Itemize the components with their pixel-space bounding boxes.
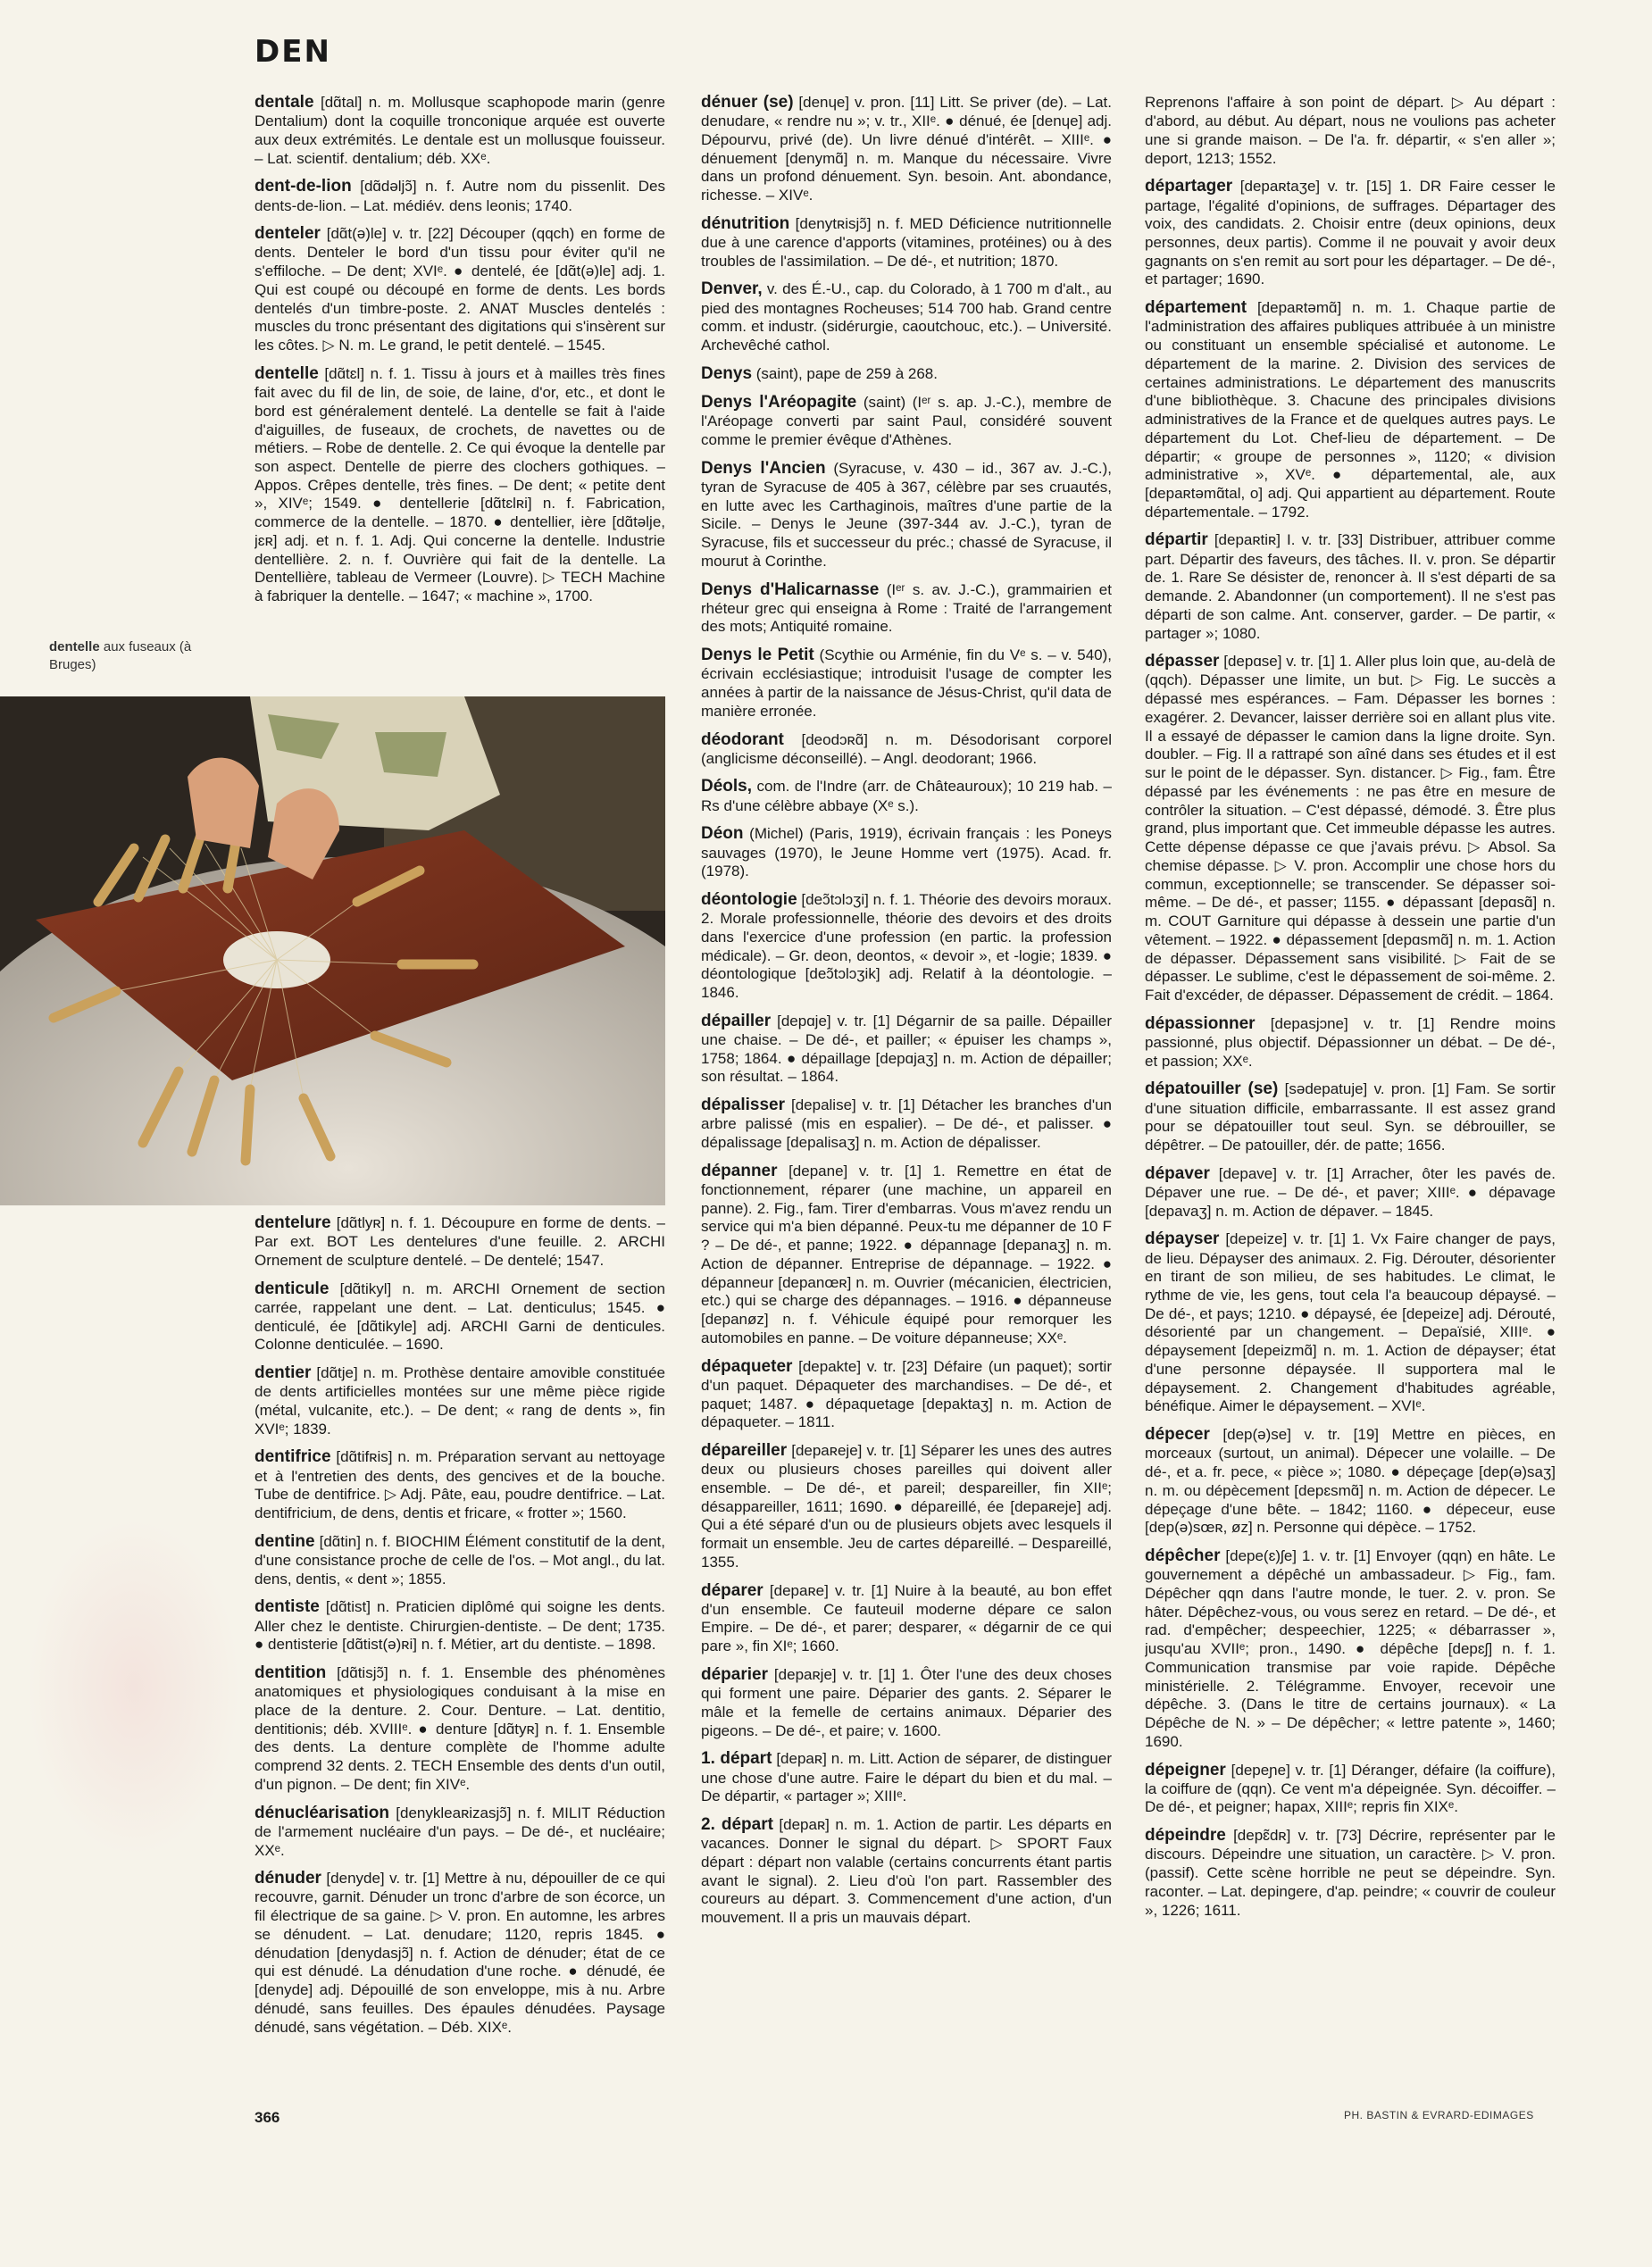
entry <box>701 1664 1112 1740</box>
entry <box>1145 529 1556 643</box>
headword: dent-de-lion <box>254 177 352 196</box>
entry <box>1145 1760 1556 1818</box>
entry <box>254 1531 665 1589</box>
entry <box>701 1440 1112 1572</box>
headword: 1. départ <box>701 1749 772 1769</box>
running-header: DEN <box>254 34 331 70</box>
headword: dénuer (se) <box>701 93 794 112</box>
entry <box>1145 651 1556 1004</box>
entry <box>1145 176 1556 289</box>
entry <box>701 1814 1112 1928</box>
definition: [dɑ̃t(ə)le] v. tr. [22] Découper (qqch) en forme de dents. Denteler le bord d'un tissu pour éviter qu'il ne s'effiloche. – De dent; XVIᵉ. ● dentelé, ée [dɑ̃t(ə)le] adj. 1. Qui est coupé ou découpé en forme de dents. Les bords dentelés d'un timbre-poste. 2. ANAT Muscles dentelés : muscles du tronc présentant des digitations qui s'insèrent sur les côtes. ▷ N. m. Le grand, le petit dentelé. – 1545. <box>254 225 665 354</box>
headword: dépareiller <box>701 1441 788 1460</box>
definition: [dɑ̃tifʀis] n. m. Préparation servant au nettoyage et à l'entretien des dents, des gencives et de la bouche. Tube de dentifrice. ▷ Adj. Pâte, eau, poudre dentifrice. – Lat. dentifricium, de dens, dentis et fricare, « frotter »; 1560. <box>254 1448 665 1522</box>
definition: [depave] v. tr. [1] Arracher, ôter les pavés de. Dépaver une rue. – De dé-, et paver; XIIIᵉ. ● dépavage [depavaʒ] n. m. Action de dépaver. – 1845. <box>1145 1164 1556 1220</box>
page-number: 366 <box>254 2109 280 2126</box>
definition: [dɑ̃tist] n. Praticien diplômé qui soigne les dents. Aller chez le dentiste. Chirurgien-dentiste. – De dent; 1735. ● dentisterie [dɑ̃tist(ə)ʀi] n. f. Métier, art du dentiste. – 1898. <box>254 1598 665 1654</box>
definition: [depɛ̃dʀ] v. tr. [73] Décrire, représenter par le discours. Dépeindre une situation, un caractère. ▷ V. pron. (passif). Cette scène horrible ne peut se dépeindre. Syn. raconter. – Lat. depingere, d'ap. peindre; « couvrir de couleur », 1226; 1611. <box>1145 1827 1556 1919</box>
photo-credit: PH. BASTIN & EVRARD-EDIMAGES <box>1344 2109 1534 2121</box>
headword: département <box>1145 298 1247 318</box>
entry <box>701 823 1112 881</box>
entry <box>701 889 1112 1003</box>
headword: Denys d'Halicarnasse <box>701 579 880 599</box>
definition: [dɑ̃tin] n. f. BIOCHIM Élément constitutif de la dent, d'une consistance proche de celle de l'os. – Mot angl., du lat. dens, dentis, « dent »; 1855. <box>254 1532 665 1588</box>
entry <box>1145 1546 1556 1752</box>
headword: dépasser <box>1145 652 1220 671</box>
headword: dénuder <box>254 1869 321 1888</box>
entry <box>701 458 1112 571</box>
entry <box>701 1095 1112 1153</box>
headword: 2. départ <box>701 1814 773 1834</box>
definition: [depaʀ] n. m. 1. Action de partir. Les départs en vacances. Donner le signal du départ. ▷ SPORT Faux départ : départ non valable (certains concurrents étant partis avant le signal). 2. Lieu d'où l'on part. Rassembler des coureurs au départ. 3. Commencement d'une action, d'un mouvement. Il a pris un mauvais départ. <box>701 1815 1112 1927</box>
definition: [depɑje] v. tr. [1] Dégarnir de sa paille. Dépailler une chaise. – De dé-, et pailler; « épuiser les champs », 1758; 1864. ● dépaillage [depɑjaʒ] n. m. Action de dépailler; son résultat. – 1864. <box>701 1012 1112 1086</box>
definition: (saint), pape de 259 à 268. <box>752 364 938 382</box>
entry <box>701 1748 1112 1806</box>
headword: départager <box>1145 177 1233 196</box>
entry <box>254 1663 665 1795</box>
definition: [dɑ̃tɛl] n. f. 1. Tissu à jours et à mailles très fines fait avec du fil de lin, de soie, de laine, d'or, etc., et dont le bord est généralement dentelé. La dentelle se fait à l'aide d'aiguilles, de fuseaux, de crochets, de navettes ou de métiers. – Robe de dentelle. 2. Ce qui évoque la dentelle par son aspect. Dentelle de pierre des clochers gothiques. – Appos. Crêpes dentelle, très fines. – De dent; « petite dent », XIVᵉ; 1549. ● dentellerie [dɑ̃tɛlʀi] n. f. Fabrication, commerce de la dentelle. – 1870. ● dentellier, ière [dɑ̃təlje, jɛʀ] adj. et n. f. 1. Adj. Qui concerne la dentelle. Industrie dentellière. 2. n. f. Ouvrière qui fait de la dentelle. La Dentellière, tableau de Vermeer (Louvre). ▷ TECH Machine à fabriquer la dentelle. – 1647; « machine », 1700. <box>254 364 665 605</box>
headword: dentiste <box>254 1597 320 1617</box>
definition: [dɑ̃tal] n. m. Mollusque scaphopode marin (genre Dentalium) dont la coquille tronconique arquée est ouverte aux deux extrémités. Le dentale est un mollusque fouisseur. – Lat. scientif. dentalium; déb. XXᵉ. <box>254 94 665 167</box>
definition: [depeize] v. tr. [1] 1. Vx Faire changer de pays, de lieu. Dépayser des animaux. 2. Fig. Dérouter, désorienter en tirant de son milieu, de ses habitudes. Le climat, le rythme de vie, les gens, tout cela l'a beaucoup dépaysé. – De dé-, et pays; 1210. ● dépaysé, ée [depeize] adj. Dérouté, désorienté par un changement. – Depaïsié, XIIIᵉ. ● dépaysement [depeizmɑ̃] n. m. 1. Action de dépayser; état d'une personne dépaysée. Il supportera mal le dépaysement. 2. Changement d'habitudes agréable, bénéfique. Aimer le dépaysement. – XVIᵉ. <box>1145 1230 1556 1415</box>
definition: [dep(ə)se] v. tr. [19] Mettre en pièces, en morceaux (surtout, un animal). Dépecer une volaille. – De dé-, et a. fr. pece, « pièce »; 1080. ● dépeçage [dep(ə)saʒ] n. m. ou dépècement [depɛsmɑ̃] n. m. Action de dépecer. Le dépeçage d'une bête. – 1842; 1160. ● dépeceur, euse [dep(ə)sœʀ, øz] n. Personne qui dépèce. – 1752. <box>1145 1426 1556 1537</box>
entry <box>254 363 665 606</box>
column-1-top <box>254 92 665 614</box>
headword: Denys <box>701 363 753 383</box>
definition: [depaʀeje] v. tr. [1] Séparer les unes des autres deux ou plusieurs choses pareilles qui doivent aller ensemble. – De dé-, et pareil; despareiller, fin XIIᵉ; désappareiller, 1611; 1690. ● dépareillé, ée [depaʀeje] adj. Qui a été séparé d'un ou de plusieurs objets avec lesquels il formait un ensemble. Jeu de cartes dépareillé. – Despareillé, 1355. <box>701 1442 1112 1571</box>
definition: v. des É.-U., cap. du Colorado, à 1 700 m d'alt., au pied des montagnes Rocheuses; 514 700 hab. Grand centre comm. et industr. (sidérurgie, caoutchouc, etc.). – Université. Archevêché cathol. <box>701 280 1112 354</box>
headword: dentition <box>254 1663 327 1683</box>
definition: [depe(ɛ)ʃe] 1. v. tr. [1] Envoyer (qqn) en hâte. Le gouvernement a dépêché un ambassadeur. ▷ Fig., fam. Dépêcher qqn dans l'autre monde, le tuer. 2. v. pron. Se hâter. Dépêchez-vous, ou vous serez en retard. – De dé-, et rad. d'empêcher; despeechier, 1225; « débarrasser », jusqu'au XVIIᵉ; pron., 1490. ● dépêche [depɛʃ] n. f. 1. Communication transmise par voie rapide. Dépêche ministérielle. 2. Télégramme. Envoyer, recevoir une dépêche. 3. (Dans le titre de certains journaux). « La Dépêche de N. » – De dépêcher; « lettre patente », 1460; 1690. <box>1145 1546 1556 1750</box>
entry <box>1145 1013 1556 1071</box>
headword: dentelle <box>254 363 319 383</box>
faint-background-illustration <box>27 1518 241 1857</box>
headword: dentifrice <box>254 1447 331 1467</box>
headword: denticule <box>254 1279 330 1298</box>
definition: [dɑ̃tisjɔ̃] n. f. 1. Ensemble des phénomènes anatomiques et physiologiques conduisant à la mise en place de la denture. 2. Cour. Denture. – Lat. dentitio, dentitionis; déb. XVIIIᵉ. ● denture [dɑ̃tyʀ] n. f. 1. Ensemble des dents. La denture complète de l'homme adulte comprend 32 dents. 2. TECH Ensemble des dents d'un outil, d'un pignon. – De dent; fin XIVᵉ. <box>254 1664 665 1793</box>
headword: Déon <box>701 824 744 844</box>
definition: (Scythie ou Arménie, fin du Vᵉ s. – v. 540), écrivain ecclésiastique; introduisit l'usage de compter les années à partir de la naissance de Jésus-Christ, qu'il data de manière erronée. <box>701 646 1112 720</box>
headword: Denys l'Aréopagite <box>701 393 857 413</box>
headword: dentine <box>254 1531 315 1551</box>
definition: [depɑse] v. tr. [1] 1. Aller plus loin que, au-delà de (qqch). Dépasser une limite, un but. ▷ Fig. Le succès a dépassé mes espérances. – Fam. Dépasser les bornes : exagérer. 2. Devancer, laisser derrière soi en allant plus vite. Il a essayé de dépasser le camion dans la ligne droite. Syn. doubler. – Fig. Il a rattrapé son aîné dans ses études et il est sur le point de le dépasser. Syn. distancer. ▷ Fig., fam. Être dépassé par les événements : ne pas être en mesure de contrôler la situation. – C'est dépassé, démodé. 3. Être plus grand, plus important que. Cet immeuble dépasse les autres. Cette dépense dépasse ce que j'avais prévu. ▷ Absol. Sa chemise dépasse. ▷ V. pron. Accomplir une chose hors du commun, exceptionnelle; se transcender. Se dépasser soi-même. – De dé-, et passer; 1155. ● dépassant [depɑsɑ̃] n. m. COUT Garniture qui dépasse à dessein une partie d'un vêtement. – 1922. ● dépassement [depɑsmɑ̃] n. m. 1. Action de dépasser. Dépassement sans visibilité. ▷ Fait de se dépasser. Le sublime, c'est le dépassement de soi-même. 2. Fait d'excéder, de dépasser. Dépassement de crédit. – 1864. <box>1145 653 1556 1004</box>
headword: dépatouiller (se) <box>1145 1079 1279 1099</box>
headword: départir <box>1145 530 1208 550</box>
definition: [denytʀisjɔ̃] n. f. MED Déficience nutritionnelle due à une carence d'apports (vitamines, protéines) ou à des troubles de l'assimilation. – De dé-, et nutrition; 1870. <box>701 214 1112 270</box>
column-3 <box>1145 92 1556 1928</box>
entry <box>701 645 1112 721</box>
definition: Reprenons l'affaire à son point de départ. ▷ Au départ : d'abord, au début. Au départ, nous ne voulions pas acheter une si grande maison. – De l'a. fr. départir, « s'en aller »; deport, 1213; 1552. <box>1145 94 1556 167</box>
definition: [depasjɔne] v. tr. [1] Rendre moins passionné, plus objectif. Dépassionner un débat. – De dé-, et passion; XXᵉ. <box>1145 1014 1556 1070</box>
entry <box>254 92 665 168</box>
entry <box>254 1279 665 1354</box>
headword: dénucléarisation <box>254 1803 389 1822</box>
definition: [dɑ̃tje] n. m. Prothèse dentaire amovible constituée de dents artificielles montées sur une même pièce rigide (métal, vulcanite, etc.). – De dent; « rang de dents », fin XVIᵉ; 1839. <box>254 1364 665 1438</box>
definition: (Iᵉʳ s. av. J.-C.), grammairien et rhéteur grec qui enseigna à Rome : Traité de l'arrangement des mots; Antiquité romaine. <box>701 580 1112 636</box>
column-1-bottom <box>254 1213 665 2045</box>
entry <box>254 1363 665 1438</box>
definition: [depaʀtəmɑ̃] n. m. 1. Chaque partie de l'administration des affaires publiques attribuée à un ministre ou constituant un ensemble spécialisé et autonome. Le département de la marine. 2. Division des services de certaines administrations. Le département des manuscrits d'une bibliothèque. 3. Chacune des principales divisions administratives de la France et de quelques autres pays. Le département du Lot. Chef-lieu de département. – De départir; « groupe de personnes », 1120; « division administrative », XVᵉ. ● départemental, ale, aux [depaʀtəmɑ̃tal, o] adj. Qui appartient au département. Route départementale. – 1792. <box>1145 299 1556 521</box>
entry <box>701 776 1112 815</box>
headword: dépailler <box>701 1011 772 1030</box>
headword: dentelure <box>254 1213 331 1232</box>
photo-caption <box>49 638 228 675</box>
headword: Déols, <box>701 777 753 796</box>
headword: dépanner <box>701 1161 778 1180</box>
definition: [sədepatuje] v. pron. [1] Fam. Se sortir d'une situation difficile, embarrassante. Il est assez grand pour se dépatouiller tout seul. Syn. se débrouiller, se dépêtrer. – De patouiller, dér. de patte; 1656. <box>1145 1080 1556 1154</box>
entry <box>254 223 665 355</box>
definition: [denyde] v. tr. [1] Mettre à nu, dépouiller de ce qui recouvre, garnit. Dénuder un tronc d'arbre de son écorce, un fil électrique de sa gaine. ▷ V. pron. En automne, les arbres se dénudent. – Lat. denudare; 1120, repris 1845. ● dénudation [denydasjɔ̃] n. f. Action de dénuder; état de ce qui est dénudé. La dénudation d'une roche. ● dénudé, ée [denyde] adj. Dépouillé de son enveloppe, mis à nu. Arbre dénudé, sans feuilles. Des épaules dénudées. Paysage dénudé, sans végétation. – Déb. XIXᵉ. <box>254 1870 665 2036</box>
definition: [dɑ̃tlyʀ] n. f. 1. Découpure en forme de dents. – Par ext. BOT Les dentelures d'une feuille. 2. ARCHI Ornement de sculpture dentelé. – De dentelé; 1547. <box>254 1214 665 1269</box>
headword: dépaqueter <box>701 1356 793 1376</box>
entry <box>701 1580 1112 1656</box>
headword: dépeigner <box>1145 1760 1226 1779</box>
headword: dentale <box>254 93 314 112</box>
definition: [dɑ̃tikyl] n. m. ARCHI Ornement de section carrée, rappelant une dent. – Lat. denticulus; 1545. ● denticulé, ée [dɑ̃tikyle] adj. ARCHI Garni de denticules. Colonne denticulée. – 1690. <box>254 1279 665 1354</box>
headword: déodorant <box>701 729 784 749</box>
entry <box>701 729 1112 769</box>
definition: [depeɲe] v. tr. [1] Déranger, défaire (la coiffure), la coiffure de (qqn). Ce vent m'a dépeignée. Syn. décoiffer. – De dé-, et peigner; hapax, XIIIᵉ; repris fin XIXᵉ. <box>1145 1761 1556 1816</box>
headword: dépayser <box>1145 1229 1220 1249</box>
entry <box>254 1446 665 1522</box>
entry <box>1145 92 1556 168</box>
headword: Denys le Petit <box>701 646 814 665</box>
definition: [deodɔʀɑ̃] n. m. Désodorisant corporel (anglicisme déconseillé). – Angl. deodorant; 1966. <box>701 730 1112 767</box>
headword: dénutrition <box>701 213 790 233</box>
entry <box>1145 1229 1556 1416</box>
entry <box>701 1356 1112 1432</box>
headword: Denys l'Ancien <box>701 458 826 478</box>
definition: [depalise] v. tr. [1] Détacher les branches d'un arbre palissé (mis en espalier). – De dé-, et palisser. ● dépalissage [depalisaʒ] n. m. Action de dépalisser. <box>701 1096 1112 1152</box>
definition: com. de l'Indre (arr. de Châteauroux); 10 219 hab. – Rs d'une célèbre abbaye (Xᵉ s.). <box>701 778 1112 814</box>
definition: [depaʀtaʒe] v. tr. [15] 1. DR Faire cesser le partage, l'égalité d'opinions, de suffrages. Départager des voix, des candidats. 2. Choisir entre (deux opinions, deux personnes, deux partis). Comme il ne pouvait y avoir deux gagnants on s'en remit au sort pour les départager. – De dé-, et partager; 1690. <box>1145 178 1556 288</box>
headword: dépassionner <box>1145 1013 1256 1033</box>
entry <box>701 579 1112 638</box>
entry <box>254 1213 665 1271</box>
headword: déontologie <box>701 889 797 909</box>
definition: (Michel) (Paris, 1919), écrivain français : les Poneys sauvages (1970), le Jeune Homme vert (1975). Acad. fr. (1978). <box>701 825 1112 880</box>
headword: dentier <box>254 1363 312 1383</box>
headword: dépeindre <box>1145 1826 1226 1846</box>
definition: [deɔ̃tɔlɔʒi] n. f. 1. Théorie des devoirs moraux. 2. Morale professionnelle, théorie des devoirs et des droits dans l'exercice d'une profession (en partic. la profession médicale). – Gr. deon, deontos, « devoir », et -logie; 1839. ● déontologique [deɔ̃tɔlɔʒik] adj. Relatif à la déontologie. – 1846. <box>701 890 1112 1002</box>
headword: Denver, <box>701 279 763 299</box>
entry <box>1145 1163 1556 1221</box>
entry <box>1145 1424 1556 1538</box>
definition: [depaʀe] v. tr. [1] Nuire à la beauté, au bon effet d'un ensemble. Ce fauteuil moderne dépare ce salon Empire. – De dé-, et parer; desparer, « dégarnir de ce qui pare », fin XIᵉ; 1660. <box>701 1581 1112 1655</box>
caption-text: aux fuseaux (à Bruges) <box>49 639 192 673</box>
entry <box>1145 1825 1556 1920</box>
definition: [denykleaʀizasjɔ̃] n. f. MILIT Réduction de l'armement nucléaire d'un pays. – De dé-, et nucléaire; XXᵉ. <box>254 1804 665 1859</box>
headword: déparer <box>701 1580 763 1600</box>
entry <box>254 176 665 215</box>
entry <box>254 1868 665 2037</box>
definition: (saint) (Iᵉʳ s. ap. J.-C.), membre de l'Aréopage converti par saint Paul, considéré souvent comme le premier évêque d'Athènes. <box>701 394 1112 448</box>
column-2 <box>701 92 1112 1936</box>
headword: déparier <box>701 1664 768 1684</box>
entry <box>1145 297 1556 521</box>
definition: [depane] v. tr. [1] 1. Remettre en état de fonctionnement, réparer (une machine, un appareil en panne). 2. Fig., fam. Tirer d'embarras. Vous m'avez rendu un service qui m'a bien dépanné. Peux-tu me dépanner de 10 F ? – De dé-, et panne; 1922. ● dépannage [depanaʒ] n. m. Action de dépanner. Entreprise de dépannage. – 1922. ● dépanneur [depanœʀ] n. m. Ouvrier (mécanicien, électricien, etc.) qui se charge des dépannages. – 1916. ● dépanneuse [depanøz] n. f. Véhicule équipé pour remorquer les automobiles en panne. – De voiture dépanneuse; XXᵉ. <box>701 1162 1112 1346</box>
headword: dépecer <box>1145 1425 1210 1445</box>
headword: dépalisser <box>701 1096 785 1115</box>
definition: [dɑ̃dəljɔ̃] n. f. Autre nom du pissenlit. Des dents-de-lion. – Lat. médiév. dens leonis; 1740. <box>254 178 665 214</box>
headword: dépaver <box>1145 1163 1210 1183</box>
entry <box>701 213 1112 271</box>
lace-bobbins-photo <box>0 696 665 1205</box>
headword: denteler <box>254 224 321 244</box>
definition: [depakte] v. tr. [23] Défaire (un paquet); sortir d'un paquet. Dépaqueter des marchandises. – De dé-, et paquet; 1487. ● dépaquetage [depaktaʒ] n. m. Action de dépaqueter. – 1811. <box>701 1357 1112 1431</box>
definition: [depaʀtiʀ] I. v. tr. [33] Distribuer, attribuer comme part. Départir des faveurs, des tâches. II. v. pron. Se départir de. 1. Rare Se désister de, renoncer à. Il s'est départi de sa demande. 2. Abandonner (un comportement). Il ne s'est pas départi de son calme. Ant. conserver, garder. – De partir, « partager »; 1080. <box>1145 531 1556 642</box>
definition: [depaʀje] v. tr. [1] 1. Ôter l'une des deux choses qui forment une paire. Déparier des gants. 2. Séparer le mâle et la femelle de certains animaux. Déparier des pigeons. – De dé-, et paire; v. 1600. <box>701 1665 1112 1739</box>
entry <box>701 279 1112 354</box>
headword: dépêcher <box>1145 1546 1221 1565</box>
definition: [depaʀ] n. m. Litt. Action de séparer, de distinguer une chose d'une autre. Faire le départ du bien et du mal. – De départir, « partager »; XIIIᵉ. <box>701 1750 1112 1805</box>
entry <box>701 392 1112 450</box>
caption-term: dentelle <box>49 639 100 654</box>
definition: [denɥe] v. pron. [11] Litt. Se priver (de). – Lat. denudare, « rendre nu »; v. tr., XIIᵉ. ● dénué, ée [denɥe] adj. Dépourvu, privé (de). Un livre dénué d'intérêt. – XIIIᵉ. ● dénuement [denymɑ̃] n. m. Manque du nécessaire. Vivre dans un profond dénuement. Syn. besoin. Ant. abondance, richesse. – XIVᵉ. <box>701 94 1112 204</box>
definition: (Syracuse, v. 430 – id., 367 av. J.-C.), tyran de Syracuse de 405 à 367, célèbre par ses cruautés, en lutte avec les Carthaginois, maîtres d'une partie de la Sicile. – Denys le Jeune (397-344 av. J.-C.), tyran de Syracuse, fils et successeur du préc.; chassé de Syracuse, il mourut à Corinthe. <box>701 459 1112 570</box>
entry <box>254 1803 665 1861</box>
entry <box>701 1011 1112 1087</box>
lace-photo-illustration <box>0 696 665 1205</box>
entry <box>701 1161 1112 1348</box>
entry <box>701 363 1112 384</box>
entry <box>1145 1079 1556 1154</box>
entry <box>701 92 1112 205</box>
entry <box>254 1596 665 1654</box>
